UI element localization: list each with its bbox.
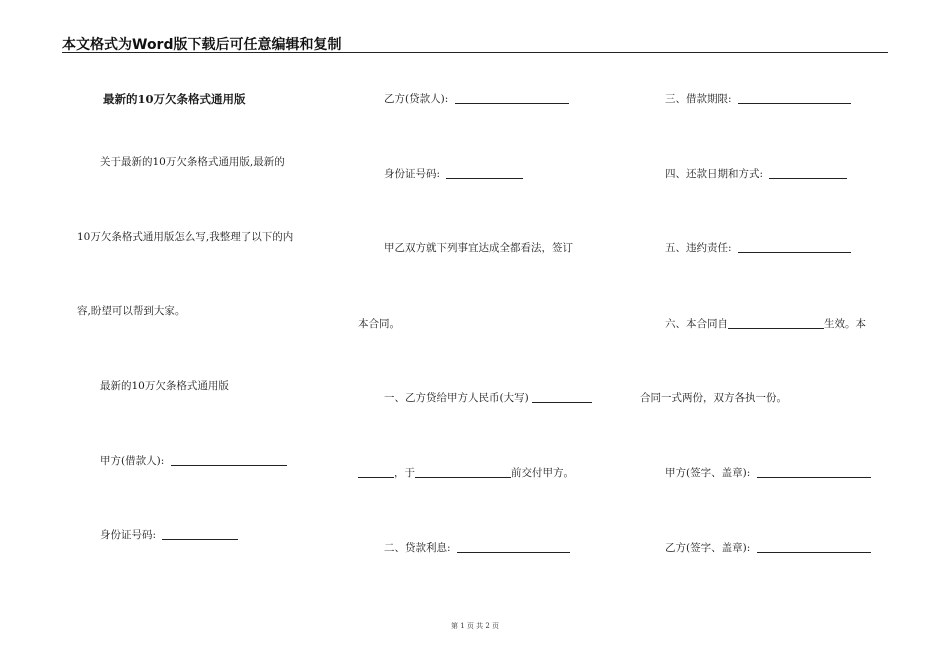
agreement-line-2: 本合同。 [358,318,400,330]
repayment-label: 四、还款日期和方式: [665,168,764,180]
amount-cont-blank [358,467,394,478]
party-b-signature [665,541,871,555]
copies-clause: 合同一式两份，双方各执一份。 [640,392,787,404]
delivery-mid-text: ，于 [394,467,415,479]
lender-id-blank [446,168,523,179]
document-header: 本文格式为Word版下载后可任意编辑和复制 [62,37,342,53]
party-b-signature-label: 乙方(签字、盖章): [665,542,751,554]
loan-term-label: 三、借款期限: [665,93,732,105]
document-title: 最新的10万欠条格式通用版 [103,92,246,106]
borrower-id-field [100,528,238,542]
interest-blank [457,542,570,553]
loan-term-blank [738,93,851,104]
loan-amount-clause [384,391,592,405]
borrower-blank [171,455,287,466]
section-subtitle: 最新的10万欠条格式通用版 [100,380,229,392]
intro-line-2: 10万欠条格式通用版怎么写,我整理了以下的内 [77,231,294,243]
party-a-signature-blank [757,467,871,478]
borrower-id-blank [162,529,238,540]
interest-label: 二、贷款利息: [384,542,451,554]
interest-field [384,541,570,555]
intro-line-3: 容,盼望可以帮到大家。 [77,305,186,317]
borrower-label: 甲方(借款人): [100,455,165,467]
borrower-id-label: 身份证号码: [100,529,157,541]
delivery-date-blank [415,467,511,478]
delivery-clause [358,466,574,480]
default-liability-field [665,241,851,255]
lender-field [384,92,569,106]
repayment-field [665,167,847,181]
lender-id-label: 身份证号码: [384,168,441,180]
header-divider [62,52,888,53]
lender-id-field [384,167,523,181]
party-a-signature-label: 甲方(签字、盖章): [665,467,751,479]
page-number: 第 1 页 共 2 页 [450,622,500,630]
loan-term-field [665,92,851,106]
party-b-signature-blank [757,542,871,553]
effective-date-blank [728,318,824,329]
repayment-blank [769,168,847,179]
borrower-field [100,454,287,468]
agreement-line-1: 甲乙双方就下列事宜达成全都看法，签订 [384,242,573,254]
default-liability-blank [738,242,851,253]
effective-clause [665,317,866,331]
effective-end-text: 生效。本 [824,318,866,330]
default-liability-label: 五、违约责任: [665,242,732,254]
lender-label: 乙方(贷款人): [384,93,449,105]
loan-amount-label: 一、乙方贷给甲方人民币(大写) [384,392,529,404]
effective-start-text: 六、本合同自 [665,318,728,330]
delivery-end-text: 前交付甲方。 [511,467,574,479]
intro-line-1: 关于最新的10万欠条格式通用版,最新的 [100,156,285,168]
lender-blank [455,93,569,104]
loan-amount-blank [532,392,592,403]
party-a-signature [665,466,871,480]
